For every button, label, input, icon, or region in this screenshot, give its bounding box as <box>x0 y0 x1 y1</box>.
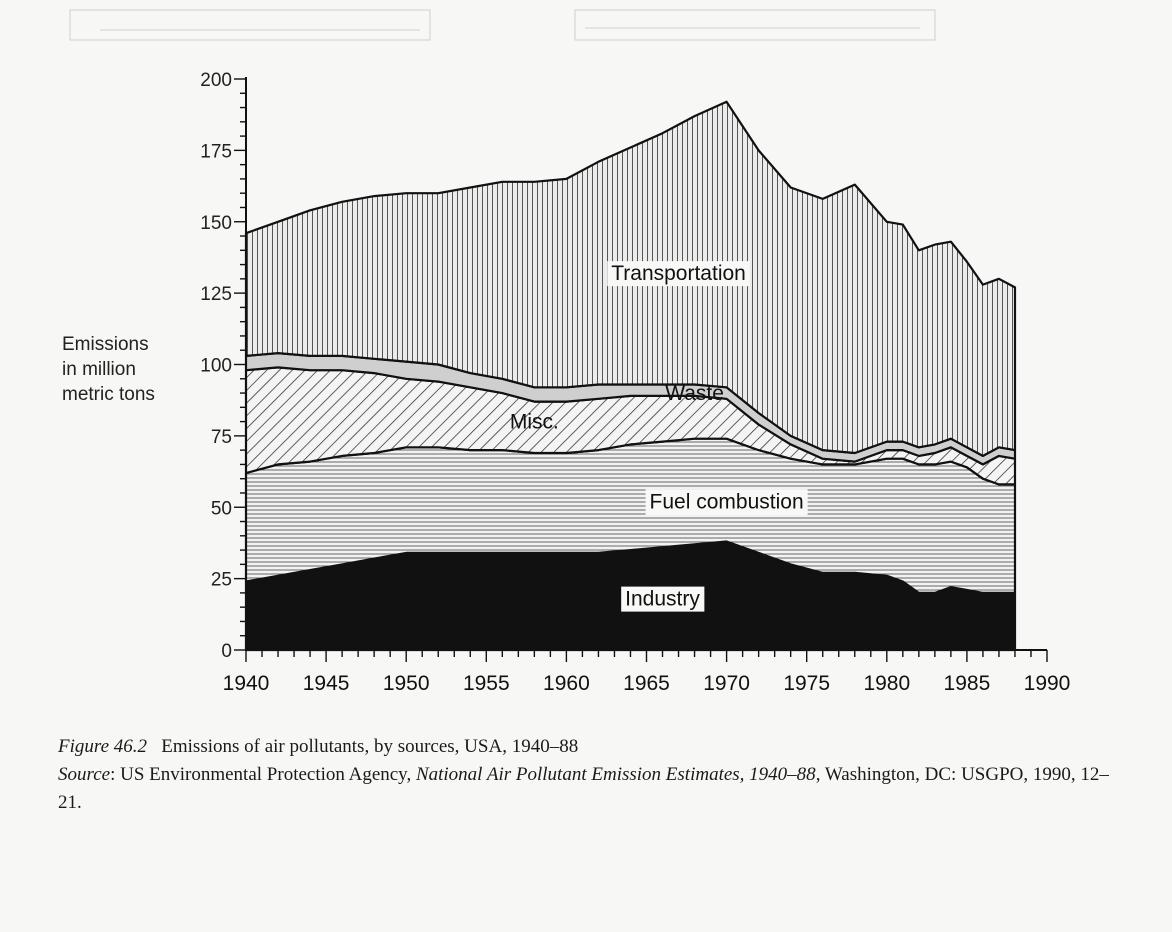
figure-label: Figure 46.2 <box>58 736 148 757</box>
x-tick-label: 1950 <box>382 672 430 695</box>
x-tick-label: 1990 <box>1023 672 1071 695</box>
y-tick-label: 200 <box>200 70 232 91</box>
x-tick-label: 1980 <box>863 672 911 695</box>
x-tick-label: 1985 <box>943 672 991 695</box>
y-tick-label: 0 <box>221 641 232 662</box>
y-tick-label: 50 <box>210 498 232 520</box>
source-publication: National Air Pollutant Emission Estimates, 1940–88 <box>415 764 816 785</box>
y-tick-label: 75 <box>210 426 232 448</box>
area-label-waste: Waste <box>665 382 724 406</box>
figure-caption <box>58 733 1118 817</box>
source-agency: : US Environmental Protection Agency, <box>110 764 416 785</box>
y-axis-label <box>62 332 155 407</box>
area-layers <box>246 102 1015 650</box>
x-tick-label: 1970 <box>703 672 750 695</box>
x-tick-label: 1960 <box>543 672 590 695</box>
area-label-fuel-combustion: Fuel combustion <box>649 490 804 514</box>
y-axis-label-line: metric tons <box>62 384 155 405</box>
figure-title: Emissions of air pollutants, by sources, USA, 1940–88 <box>161 736 579 757</box>
y-tick-label: 175 <box>200 141 232 163</box>
y-axis-label-line: Emissions <box>62 334 149 355</box>
y-tick-label: 25 <box>210 569 232 591</box>
caption-source-line <box>58 761 1118 817</box>
y-tick-label: 100 <box>200 355 232 377</box>
x-tick-label: 1945 <box>302 672 350 695</box>
area-label-industry: Industry <box>625 587 700 611</box>
caption-title-line <box>58 733 1118 761</box>
x-tick-label: 1955 <box>462 672 510 695</box>
area-label-misc: Misc. <box>509 410 559 434</box>
y-tick-label: 125 <box>200 284 232 306</box>
source-label: Source <box>58 764 111 785</box>
source-rest: , Washington, DC: USGPO, 1990, 12–21. <box>58 764 1109 813</box>
x-tick-label: 1965 <box>623 672 670 695</box>
area-label-transportation: Transportation <box>611 262 746 286</box>
y-tick-label: 150 <box>200 212 232 234</box>
y-axis-label-line: in million <box>62 359 136 380</box>
x-tick-label: 1940 <box>222 672 270 695</box>
x-tick-label: 1975 <box>783 672 831 695</box>
